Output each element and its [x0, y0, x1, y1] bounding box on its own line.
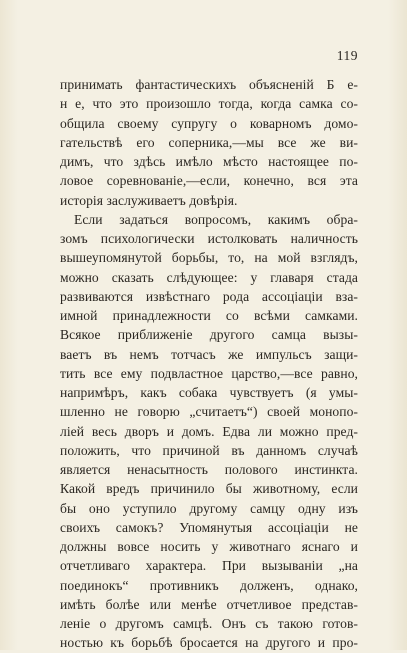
text-line: должны вовсе носить у животнаго яснаго и	[60, 539, 358, 554]
text-line: шленно не говорю „считаетъ“) своей монопо-	[60, 404, 358, 420]
text-line: можно сказать слѣдующее: у главаря стада	[60, 269, 358, 285]
text-line: поединокъ“ противникъ долженъ, однако,	[60, 577, 358, 593]
text-line: леніе о другомъ самцѣ. Онъ съ такою готов-	[60, 616, 358, 631]
text-line: общила своему супругу о коварномъ домо-	[60, 115, 358, 131]
text-line: гательствѣ его соперника,—мы все же ви-	[60, 134, 358, 150]
text-line: является ненасытность полового инстинкта.	[60, 462, 358, 477]
text-line: димъ, что здѣсь имѣло мѣсто настоящее по-	[60, 154, 358, 169]
body-text	[60, 75, 358, 653]
text-line: Всякое приближеніе другого самца вызы-	[60, 327, 358, 343]
text-line: тить все ему подвластное царство,—все равно,	[60, 365, 358, 381]
text-line: ностью къ борьбѣ бросается на другого и про-	[60, 635, 358, 651]
text-line: бы оно уступило другому самцу одну изъ	[60, 500, 358, 516]
text-line: ловое соревнованіе,—если, конечно, вся эта	[60, 173, 358, 189]
text-line: вышеупомянутой борьбы, то, на мой взглядъ,	[60, 250, 358, 266]
text-line: ліей весь дворъ и домъ. Едва ли можно пред-	[60, 423, 358, 439]
text-line: имѣть болѣе или менѣе отчетливое представ-	[60, 596, 358, 612]
text-line: н е, что это произошло тогда, когда самка со-	[60, 96, 358, 112]
text-line: напримѣръ, какъ собака чувствуетъ (я умы-	[60, 385, 358, 400]
text-line: отчетливаго характера. При вызываніи „на	[60, 558, 358, 574]
text-line: положить, что причиной въ данномъ случаѣ	[60, 442, 358, 458]
text-line: своихъ самокъ? Упомянутыя ассоціаціи не	[60, 519, 358, 535]
text-line: развиваются извѣстнаго рода ассоціаціи вза-	[60, 288, 358, 304]
text-line: зомъ психологически истолковать наличность	[60, 231, 358, 246]
text-line: имной принадлежности со всѣми самками.	[60, 308, 358, 323]
text-line: принимать фантастическихъ объясненій Б е-	[60, 77, 358, 92]
text-line: Какой вредъ причинило бы животному, если	[60, 481, 358, 497]
paragraph-start-line: Если задаться вопросомъ, какимъ обра-	[74, 211, 358, 227]
text-line: ваетъ въ немъ тотчасъ же импульсъ защи-	[60, 346, 358, 362]
paragraph-end-line: исторія заслуживаетъ довѣрія.	[60, 192, 238, 208]
page-number: 119	[336, 48, 358, 63]
